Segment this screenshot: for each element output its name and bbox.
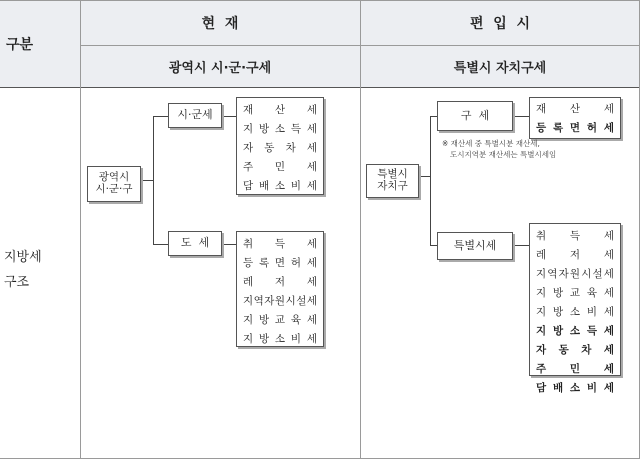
header-bottom-border: [0, 87, 640, 88]
gu-tax-list: [529, 97, 621, 139]
header-current: 현 재: [201, 15, 239, 32]
header-category: 구분: [6, 36, 34, 53]
table-border-bottom: [0, 458, 640, 459]
city-gun-tax-list: [236, 97, 324, 195]
tax-item: 지 방 교 육 세: [243, 314, 317, 326]
special-city-tax-list: [529, 223, 621, 394]
current-branch-do: [153, 244, 168, 245]
tax-item: 자 동 차 세: [243, 142, 317, 154]
current-branch-city: [153, 116, 168, 117]
do-list-connector: [222, 244, 236, 245]
tax-item: 등 록 면 허 세: [536, 122, 614, 134]
gu-tax-node: 구 세: [437, 101, 513, 131]
property-tax-note: [442, 139, 556, 160]
transfer-root-line-1: 특별시: [377, 168, 408, 181]
gu-list-connector: [513, 116, 529, 117]
transfer-trunk: [430, 116, 431, 245]
transfer-branch-gu: [430, 116, 437, 117]
note-line-1: ※ 재산세 중 특별시분 재산세,: [442, 139, 540, 148]
tax-item: 지 방 소 득 세: [243, 123, 317, 135]
row-label: [4, 246, 78, 295]
tax-item: 담 배 소 비 세: [536, 382, 614, 394]
current-root-line-2: 시·군·구: [95, 183, 133, 195]
tax-item: 주 민 세: [536, 363, 614, 375]
tax-item: 취 득 세: [536, 230, 614, 242]
note-line-2: 도시지역분 재산세는 특별시세임: [450, 149, 557, 159]
current-trunk: [153, 116, 154, 244]
city-gun-tax-node: 시·군세: [168, 103, 222, 128]
tax-item: 재 산 세: [243, 104, 317, 116]
tax-item: 자 동 차 세: [536, 344, 614, 356]
tax-item: 등 록 면 허 세: [243, 257, 317, 269]
row-label-line-1: 지방세: [4, 250, 42, 265]
do-tax-list: [236, 231, 324, 347]
special-city-tax-node: 특별시세: [437, 232, 513, 260]
tax-item: 지 역 자 원 시 설 세: [243, 295, 317, 307]
tax-item: 지 방 소 비 세: [243, 333, 317, 345]
transfer-branch-special: [430, 245, 437, 246]
tax-item: 주 민 세: [243, 161, 317, 173]
tax-item: 지 방 소 득 세: [536, 325, 614, 337]
tax-item: 취 득 세: [243, 238, 317, 250]
header-transfer: 편 입 시: [469, 15, 531, 32]
tax-item: 지 방 소 비 세: [536, 306, 614, 318]
tax-item: 담 배 소 비 세: [243, 180, 317, 192]
row-label-line-2: 구조: [4, 274, 30, 290]
special-list-connector: [513, 245, 529, 246]
tax-item: 레 저 세: [243, 276, 317, 288]
tax-item: 지 역 자 원 시 설 세: [536, 268, 614, 280]
header-current-sub: 광역시 시·군·구세: [168, 60, 272, 76]
city-list-connector: [222, 116, 236, 117]
header-transfer-sub: 특별시 자치구세: [453, 60, 547, 76]
transfer-root-line-2: 자치구: [377, 180, 408, 192]
tax-item: 재 산 세: [536, 103, 614, 115]
tax-item: 레 저 세: [536, 249, 614, 261]
current-root-node: [87, 166, 141, 202]
tax-item: 지 방 교 육 세: [536, 287, 614, 299]
transfer-root-connector: [419, 176, 430, 177]
current-root-connector: [141, 180, 153, 181]
current-root-line-1: 광역시: [98, 171, 130, 184]
do-tax-node: 도 세: [168, 231, 222, 256]
transfer-root-node: [366, 164, 419, 198]
